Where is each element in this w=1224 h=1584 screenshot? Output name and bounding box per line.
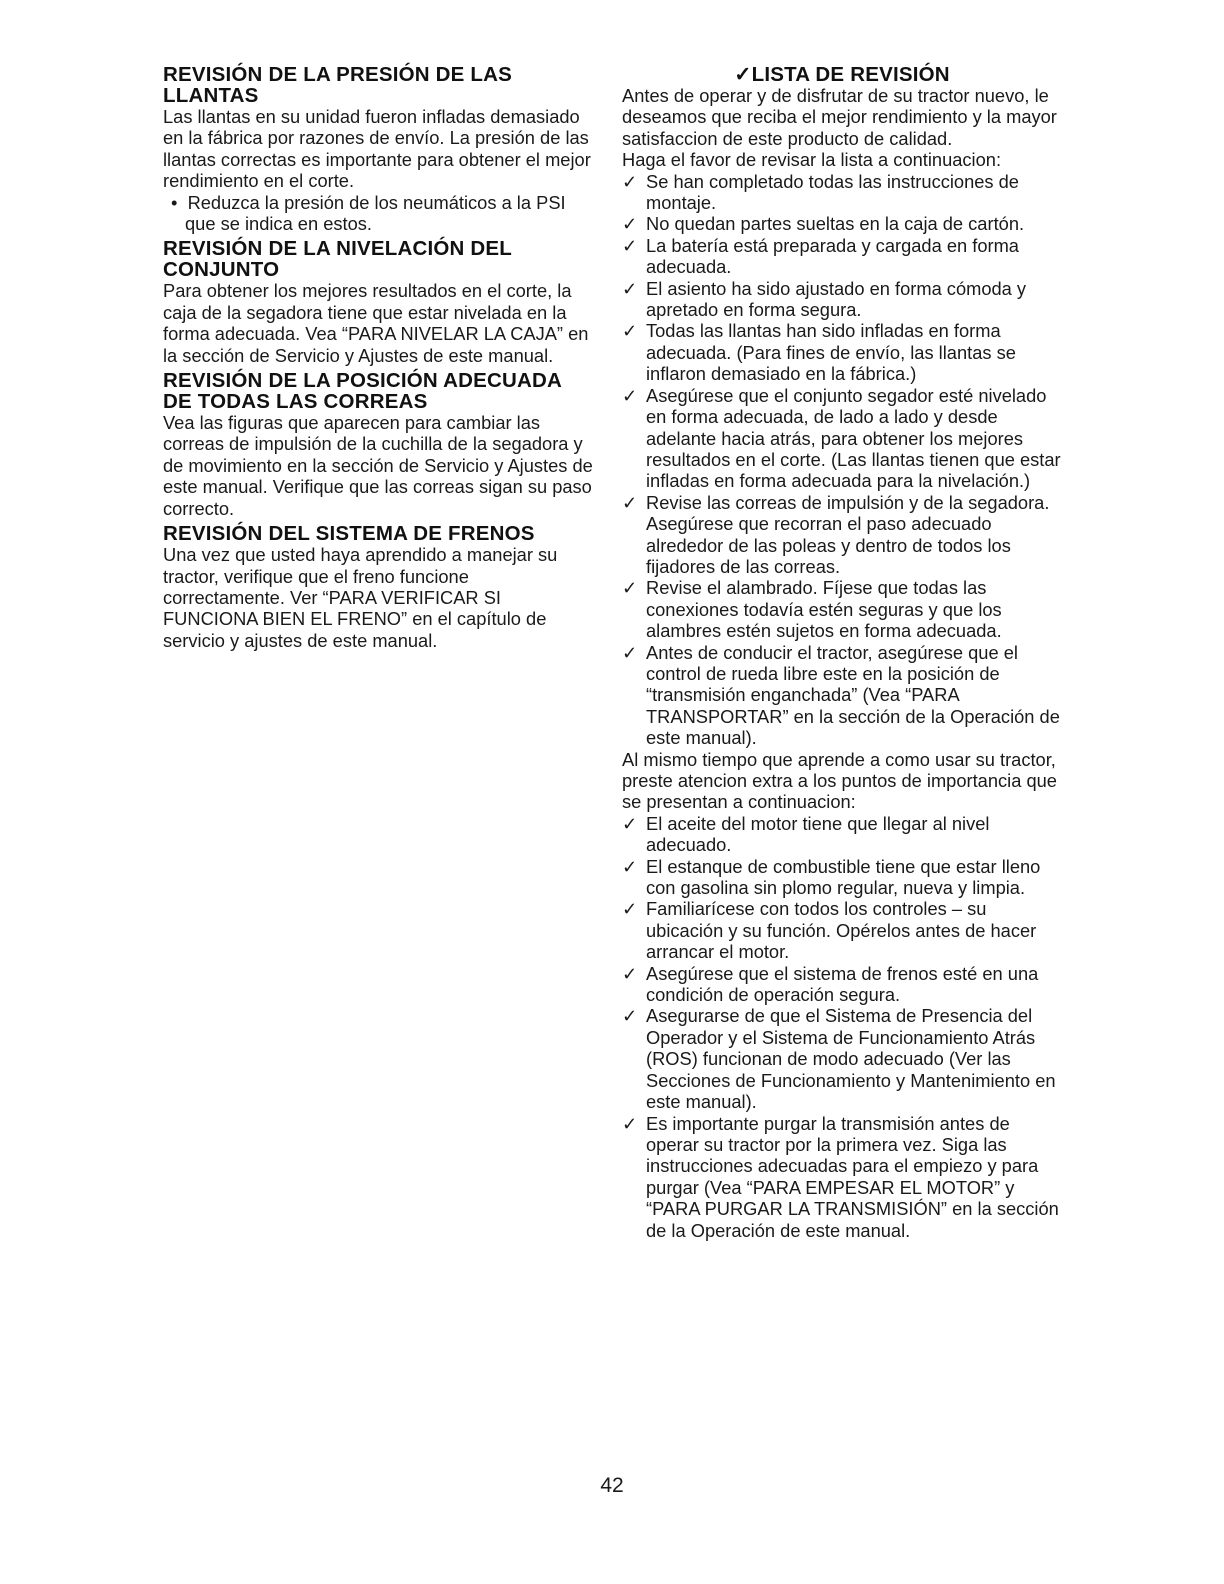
check-icon: ✓ <box>622 234 638 256</box>
checklist-item-text: Revise las correas de impulsión y de la segadora. Asegúrese que recorran el paso adecuado alrededor de las poleas y dentro de todos los fijadores de las correas. <box>646 491 1050 577</box>
check-icon: ✓ <box>622 577 638 599</box>
checklist-item-text: Familiarícese con todos los controles – su ubicación y su función. Opérelos antes de hacer arrancar el motor. <box>646 898 1037 963</box>
checklist-item-text: El aceite del motor tiene que llegar al nivel adecuado. <box>646 812 990 856</box>
section-body: Para obtener los mejores resultados en el corte, la caja de la segadora tiene que estar nivelada en la forma adecuada. Vea “PARA NIVELAR LA CAJA” en la sección de Servicio y Ajustes de este manual. <box>163 280 589 366</box>
checklist-item <box>622 642 1062 749</box>
check-icon: ✓ <box>622 812 638 834</box>
page-number: 42 <box>600 1474 624 1497</box>
section-tire-pressure <box>163 64 595 234</box>
checklist-item-text: El asiento ha sido ajustado en forma cómoda y apretado en forma segura. <box>646 277 1027 321</box>
checklist-item-text: Asegúrese que el conjunto segador esté nivelado en forma adecuada, de lado a lado y desde adelante hacia atrás, para obtener los mejores resultados en el corte. (Las llantas tienen que estar infladas en forma adecuada para la nivelación.) <box>646 384 1061 492</box>
checklist-item <box>622 492 1062 578</box>
check-icon: ✓ <box>622 320 638 342</box>
check-icon: ✓ <box>622 962 638 984</box>
checklist-2 <box>622 813 1062 1241</box>
section-deck-level <box>163 238 595 366</box>
section-title: REVISIÓN DE LA POSICIÓN ADECUADA DE TODAS LAS CORREAS <box>163 369 562 414</box>
section-title: REVISIÓN DEL SISTEMA DE FRENOS <box>163 522 535 546</box>
section-body: Una vez que usted haya aprendido a manejar su tractor, verifique que el freno funcione correctamente. Ver “PARA VERIFICAR SI FUNCIONA BIEN EL FRENO” en el capítulo de servicio y ajustes de este manual. <box>163 544 558 651</box>
section-title: REVISIÓN DE LA PRESIÓN DE LAS LLANTAS <box>163 63 513 107</box>
checklist-item-text: Revise el alambrado. Fíjese que todas las conexiones todavía estén seguras y que los alambres estén sujetos en forma adecuada. <box>646 577 1002 642</box>
checklist-item-text: Todas las llantas han sido infladas en forma adecuada. (Para fines de envío, las llantas se inflaron demasiado en la fábrica.) <box>646 320 1016 385</box>
checklist-title: ✓LISTA DE REVISIÓN <box>734 63 950 86</box>
checklist-item-text: Antes de conducir el tractor, asegúrese que el control de rueda libre este en la posición de “transmisión enganchada” (Vea “PARA TRANSPORTAR” en la sección de la Operación de este manual). <box>646 641 1060 749</box>
checklist-item <box>622 278 1062 321</box>
check-icon: ✓ <box>622 213 638 235</box>
bullet-icon: • <box>171 191 188 213</box>
left-column <box>163 64 595 655</box>
check-icon: ✓ <box>622 1112 638 1134</box>
checklist-item <box>622 1005 1062 1112</box>
right-column <box>622 64 1062 1241</box>
checklist-item <box>622 213 1062 234</box>
checklist-item-text: Es importante purgar la transmisión antes de operar su tractor por la primera vez. Siga las instrucciones adecuadas para el empiezo y para purgar (Vea “PARA EMPESAR EL MOTOR” y “PARA PURGAR LA TRANSMISIÓN” en la sección de la Operación de este manual. <box>646 1112 1059 1241</box>
checklist-item <box>622 856 1062 899</box>
check-icon: ✓ <box>622 277 638 299</box>
section-body: Las llantas en su unidad fueron infladas demasiado en la fábrica por razones de envío. La presión de las llantas correctas es importante para obtener el mejor rendimiento en el corte. <box>163 106 591 192</box>
check-icon: ✓ <box>622 641 638 663</box>
checklist-item <box>622 813 1062 856</box>
checklist-item <box>622 385 1062 492</box>
check-icon: ✓ <box>622 855 638 877</box>
checklist-item-text: Asegurarse de que el Sistema de Presencia del Operador y el Sistema de Funcionamiento Atrás (ROS) funcionan de modo adecuado (Ver las Secciones de Funcionamiento y Mantenimiento en este manual). <box>646 1005 1056 1113</box>
checklist-item <box>622 171 1062 214</box>
check-icon: ✓ <box>622 491 638 513</box>
checklist-prompt: Haga el favor de revisar la lista a continuacion: <box>622 149 1002 171</box>
checklist-item <box>622 320 1062 384</box>
checklist-item-text: No quedan partes sueltas en la caja de cartón. <box>646 213 1025 235</box>
check-icon: ✓ <box>622 1005 638 1027</box>
section-title: REVISIÓN DE LA NIVELACIÓN DEL CONJUNTO <box>163 237 512 282</box>
check-icon: ✓ <box>622 170 638 192</box>
checklist-item <box>622 1113 1062 1241</box>
checklist-item <box>622 235 1062 278</box>
checklist-item <box>622 898 1062 962</box>
section-belts <box>163 370 595 519</box>
checklist-middle: Al mismo tiempo que aprende a como usar su tractor, preste atencion extra a los puntos de importancia que se presentan a continuacion: <box>622 748 1057 813</box>
checklist-item <box>622 577 1062 641</box>
checklist-item-text: Se han completado todas las instrucciones de montaje. <box>646 170 1019 214</box>
section-brakes <box>163 523 595 651</box>
bullet-item: • Reduzca la presión de los neumáticos a la PSI que se indica en estos. <box>171 191 566 235</box>
check-icon: ✓ <box>622 384 638 406</box>
checklist-1 <box>622 171 1062 749</box>
checklist-item-text: La batería está preparada y cargada en forma adecuada. <box>646 234 1019 278</box>
checklist-intro: Antes de operar y de disfrutar de su tractor nuevo, le deseamos que reciba el mejor rendimiento y la mayor satisfaccion de este producto de calidad. <box>622 85 1057 149</box>
section-body: Vea las figuras que aparecen para cambiar las correas de impulsión de la cuchilla de la segadora y de movimiento en la sección de Servicio y Ajustes de este manual. Verifique que las correas sigan su paso correcto. <box>163 412 593 519</box>
checklist-item-text: El estanque de combustible tiene que estar lleno con gasolina sin plomo regular, nueva y limpia. <box>646 855 1041 899</box>
check-icon: ✓ <box>622 898 638 920</box>
checklist-item <box>622 963 1062 1006</box>
checklist-item-text: Asegúrese que el sistema de frenos esté en una condición de operación segura. <box>646 962 1039 1006</box>
